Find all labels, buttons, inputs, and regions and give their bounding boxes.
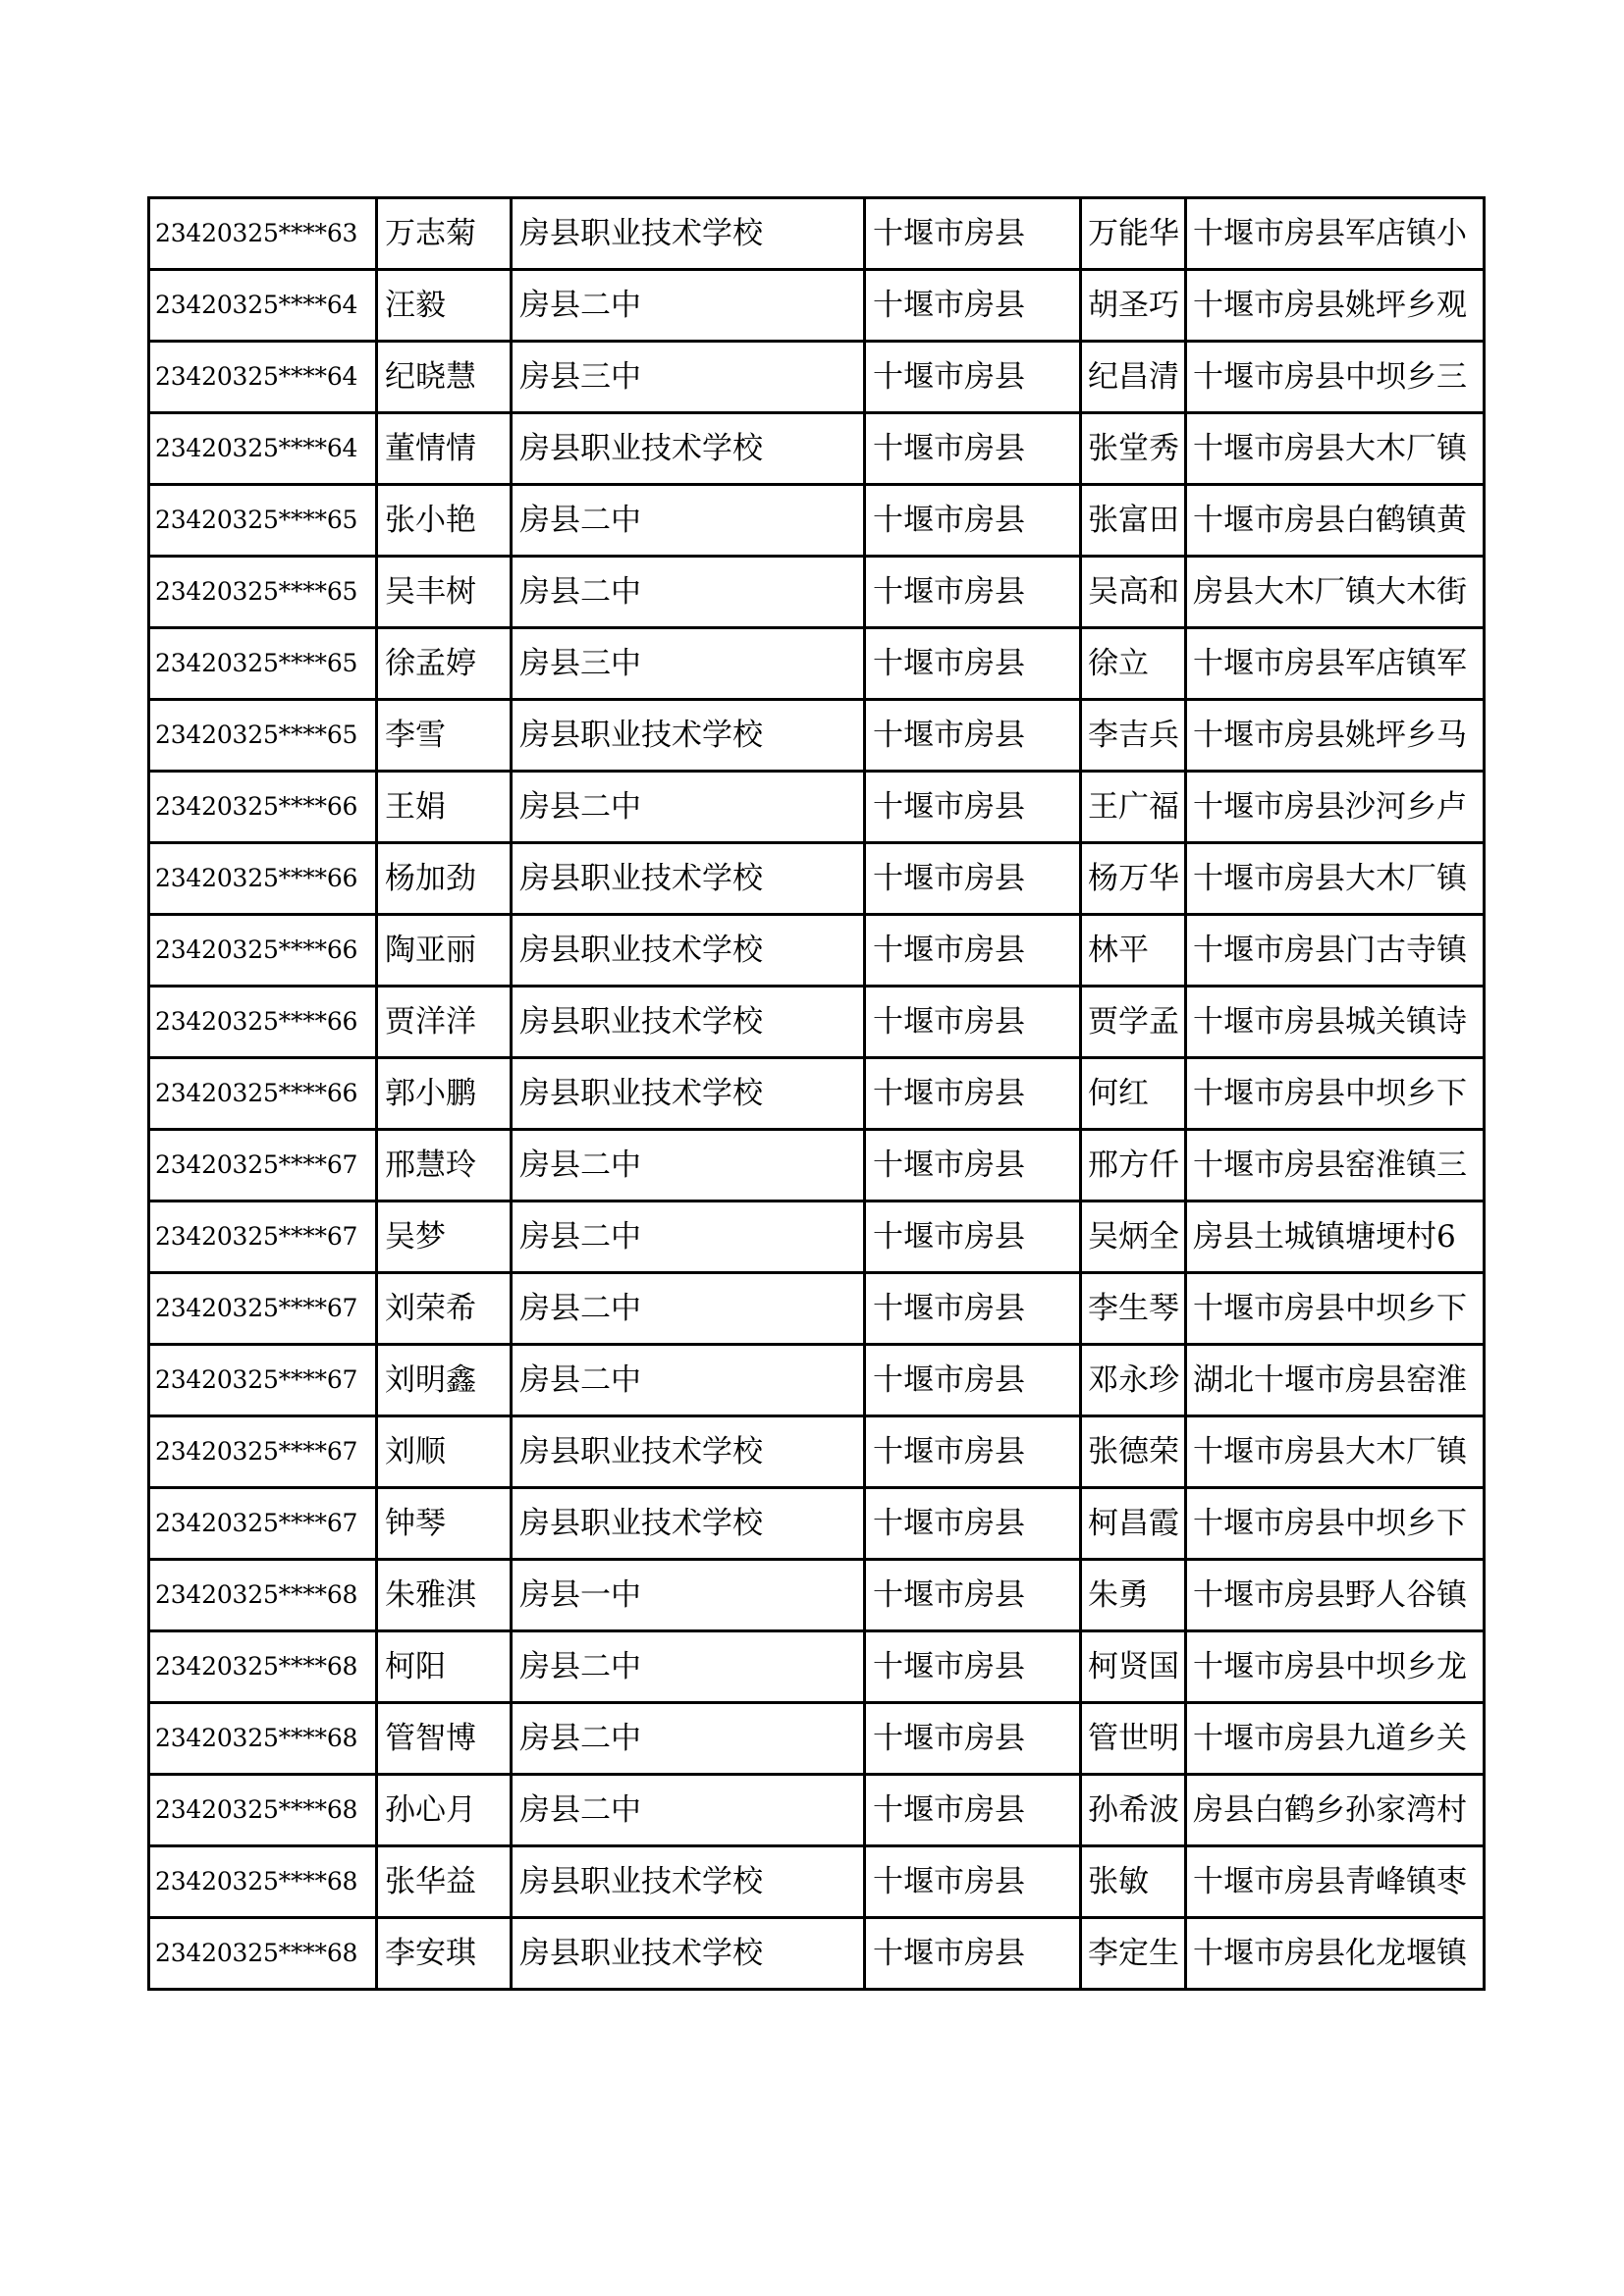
table-row [149, 1058, 1485, 1130]
table-row [149, 843, 1485, 915]
city-county-cell: 十堰市房县 [865, 700, 1081, 772]
guardian-name-cell: 李生琴 [1081, 1273, 1186, 1345]
address-cell: 十堰市房县大木厂镇 [1186, 1416, 1485, 1488]
student-name-cell: 张小艳 [377, 485, 512, 557]
guardian-name-cell: 胡圣巧 [1081, 270, 1186, 342]
table-row [149, 915, 1485, 987]
table-row [149, 342, 1485, 413]
student-name-cell: 刘明鑫 [377, 1345, 512, 1416]
student-name-cell: 万志菊 [377, 198, 512, 270]
table-row [149, 1488, 1485, 1560]
student-name-cell: 吴丰树 [377, 557, 512, 628]
school-cell: 房县职业技术学校 [512, 1918, 865, 1990]
city-county-cell: 十堰市房县 [865, 1416, 1081, 1488]
guardian-name-cell: 吴炳全 [1081, 1201, 1186, 1273]
city-county-cell: 十堰市房县 [865, 628, 1081, 700]
id-number-cell: 23420325****67 [149, 1130, 377, 1201]
address-cell: 房县大木厂镇大木街 [1186, 557, 1485, 628]
table-row [149, 700, 1485, 772]
guardian-name-cell: 林平 [1081, 915, 1186, 987]
school-cell: 房县一中 [512, 1560, 865, 1631]
student-name-cell: 刘顺 [377, 1416, 512, 1488]
student-name-cell: 郭小鹏 [377, 1058, 512, 1130]
city-county-cell: 十堰市房县 [865, 1201, 1081, 1273]
table-row [149, 1703, 1485, 1775]
guardian-name-cell: 吴高和 [1081, 557, 1186, 628]
guardian-name-cell: 张敏 [1081, 1846, 1186, 1918]
address-cell: 十堰市房县沙河乡卢 [1186, 772, 1485, 843]
address-cell: 十堰市房县中坝乡下 [1186, 1058, 1485, 1130]
guardian-name-cell: 李定生 [1081, 1918, 1186, 1990]
address-cell: 十堰市房县军店镇军 [1186, 628, 1485, 700]
city-county-cell: 十堰市房县 [865, 342, 1081, 413]
student-name-cell: 王娟 [377, 772, 512, 843]
guardian-name-cell: 贾学孟 [1081, 987, 1186, 1058]
id-number-cell: 23420325****67 [149, 1416, 377, 1488]
table-row [149, 628, 1485, 700]
guardian-name-cell: 李吉兵 [1081, 700, 1186, 772]
id-number-cell: 23420325****67 [149, 1201, 377, 1273]
id-number-cell: 23420325****68 [149, 1703, 377, 1775]
table-row [149, 1846, 1485, 1918]
school-cell: 房县职业技术学校 [512, 413, 865, 485]
table-row [149, 1201, 1485, 1273]
table-row [149, 557, 1485, 628]
city-county-cell: 十堰市房县 [865, 1560, 1081, 1631]
student-name-cell: 汪毅 [377, 270, 512, 342]
id-number-cell: 23420325****64 [149, 342, 377, 413]
id-number-cell: 23420325****68 [149, 1918, 377, 1990]
school-cell: 房县职业技术学校 [512, 198, 865, 270]
id-number-cell: 23420325****65 [149, 628, 377, 700]
id-number-cell: 23420325****65 [149, 557, 377, 628]
student-name-cell: 李安琪 [377, 1918, 512, 1990]
id-number-cell: 23420325****65 [149, 485, 377, 557]
student-name-cell: 李雪 [377, 700, 512, 772]
id-number-cell: 23420325****63 [149, 198, 377, 270]
school-cell: 房县职业技术学校 [512, 987, 865, 1058]
guardian-name-cell: 管世明 [1081, 1703, 1186, 1775]
school-cell: 房县职业技术学校 [512, 1488, 865, 1560]
id-number-cell: 23420325****66 [149, 915, 377, 987]
student-name-cell: 吴梦 [377, 1201, 512, 1273]
guardian-name-cell: 邢方仟 [1081, 1130, 1186, 1201]
address-cell: 十堰市房县中坝乡三 [1186, 342, 1485, 413]
address-cell: 十堰市房县中坝乡龙 [1186, 1631, 1485, 1703]
address-cell: 十堰市房县中坝乡下 [1186, 1273, 1485, 1345]
id-number-cell: 23420325****68 [149, 1631, 377, 1703]
id-number-cell: 23420325****68 [149, 1560, 377, 1631]
student-name-cell: 纪晓慧 [377, 342, 512, 413]
school-cell: 房县二中 [512, 557, 865, 628]
city-county-cell: 十堰市房县 [865, 987, 1081, 1058]
guardian-name-cell: 张德荣 [1081, 1416, 1186, 1488]
school-cell: 房县二中 [512, 1345, 865, 1416]
school-cell: 房县二中 [512, 270, 865, 342]
student-name-cell: 张华益 [377, 1846, 512, 1918]
student-name-cell: 孙心月 [377, 1775, 512, 1846]
student-name-cell: 管智博 [377, 1703, 512, 1775]
id-number-cell: 23420325****66 [149, 772, 377, 843]
city-county-cell: 十堰市房县 [865, 413, 1081, 485]
guardian-name-cell: 王广福 [1081, 772, 1186, 843]
school-cell: 房县职业技术学校 [512, 915, 865, 987]
student-name-cell: 柯阳 [377, 1631, 512, 1703]
city-county-cell: 十堰市房县 [865, 915, 1081, 987]
id-number-cell: 23420325****66 [149, 987, 377, 1058]
city-county-cell: 十堰市房县 [865, 1703, 1081, 1775]
table-row [149, 413, 1485, 485]
guardian-name-cell: 邓永珍 [1081, 1345, 1186, 1416]
student-name-cell: 杨加劲 [377, 843, 512, 915]
guardian-name-cell: 张堂秀 [1081, 413, 1186, 485]
address-cell: 十堰市房县白鹤镇黄 [1186, 485, 1485, 557]
city-county-cell: 十堰市房县 [865, 557, 1081, 628]
table-row [149, 772, 1485, 843]
table-row [149, 1273, 1485, 1345]
id-number-cell: 23420325****67 [149, 1345, 377, 1416]
student-table-body [149, 198, 1485, 1990]
student-name-cell: 董情情 [377, 413, 512, 485]
city-county-cell: 十堰市房县 [865, 1631, 1081, 1703]
address-cell: 十堰市房县野人谷镇 [1186, 1560, 1485, 1631]
address-cell: 房县土城镇塘埂村6 [1186, 1201, 1485, 1273]
city-county-cell: 十堰市房县 [865, 198, 1081, 270]
id-number-cell: 23420325****67 [149, 1273, 377, 1345]
address-cell: 十堰市房县姚坪乡马 [1186, 700, 1485, 772]
guardian-name-cell: 柯贤国 [1081, 1631, 1186, 1703]
table-row [149, 1775, 1485, 1846]
student-table [147, 196, 1486, 1991]
city-county-cell: 十堰市房县 [865, 1130, 1081, 1201]
address-cell: 十堰市房县化龙堰镇 [1186, 1918, 1485, 1990]
city-county-cell: 十堰市房县 [865, 1058, 1081, 1130]
table-row [149, 1918, 1485, 1990]
address-cell: 十堰市房县窑淮镇三 [1186, 1130, 1485, 1201]
student-name-cell: 朱雅淇 [377, 1560, 512, 1631]
city-county-cell: 十堰市房县 [865, 270, 1081, 342]
school-cell: 房县二中 [512, 485, 865, 557]
city-county-cell: 十堰市房县 [865, 1488, 1081, 1560]
id-number-cell: 23420325****64 [149, 270, 377, 342]
id-number-cell: 23420325****66 [149, 1058, 377, 1130]
table-row [149, 1345, 1485, 1416]
school-cell: 房县职业技术学校 [512, 1416, 865, 1488]
school-cell: 房县三中 [512, 342, 865, 413]
city-county-cell: 十堰市房县 [865, 485, 1081, 557]
id-number-cell: 23420325****67 [149, 1488, 377, 1560]
id-number-cell: 23420325****66 [149, 843, 377, 915]
guardian-name-cell: 何红 [1081, 1058, 1186, 1130]
school-cell: 房县二中 [512, 1703, 865, 1775]
city-county-cell: 十堰市房县 [865, 1273, 1081, 1345]
table-row [149, 1130, 1485, 1201]
guardian-name-cell: 朱勇 [1081, 1560, 1186, 1631]
table-row [149, 270, 1485, 342]
school-cell: 房县职业技术学校 [512, 843, 865, 915]
id-number-cell: 23420325****68 [149, 1775, 377, 1846]
guardian-name-cell: 柯昌霞 [1081, 1488, 1186, 1560]
school-cell: 房县二中 [512, 1631, 865, 1703]
city-county-cell: 十堰市房县 [865, 772, 1081, 843]
address-cell: 湖北十堰市房县窑淮 [1186, 1345, 1485, 1416]
address-cell: 房县白鹤乡孙家湾村 [1186, 1775, 1485, 1846]
address-cell: 十堰市房县九道乡关 [1186, 1703, 1485, 1775]
table-row [149, 198, 1485, 270]
student-name-cell: 钟琴 [377, 1488, 512, 1560]
address-cell: 十堰市房县青峰镇枣 [1186, 1846, 1485, 1918]
table-row [149, 1416, 1485, 1488]
student-name-cell: 刘荣希 [377, 1273, 512, 1345]
city-county-cell: 十堰市房县 [865, 1918, 1081, 1990]
address-cell: 十堰市房县大木厂镇 [1186, 413, 1485, 485]
address-cell: 十堰市房县军店镇小 [1186, 198, 1485, 270]
student-name-cell: 邢慧玲 [377, 1130, 512, 1201]
school-cell: 房县职业技术学校 [512, 1058, 865, 1130]
student-name-cell: 陶亚丽 [377, 915, 512, 987]
student-name-cell: 徐孟婷 [377, 628, 512, 700]
guardian-name-cell: 孙希波 [1081, 1775, 1186, 1846]
student-name-cell: 贾洋洋 [377, 987, 512, 1058]
school-cell: 房县三中 [512, 628, 865, 700]
school-cell: 房县二中 [512, 772, 865, 843]
guardian-name-cell: 纪昌清 [1081, 342, 1186, 413]
school-cell: 房县职业技术学校 [512, 700, 865, 772]
id-number-cell: 23420325****64 [149, 413, 377, 485]
guardian-name-cell: 万能华 [1081, 198, 1186, 270]
city-county-cell: 十堰市房县 [865, 1846, 1081, 1918]
address-cell: 十堰市房县大木厂镇 [1186, 843, 1485, 915]
id-number-cell: 23420325****65 [149, 700, 377, 772]
table-row [149, 1560, 1485, 1631]
school-cell: 房县二中 [512, 1775, 865, 1846]
city-county-cell: 十堰市房县 [865, 1775, 1081, 1846]
table-row [149, 987, 1485, 1058]
address-cell: 十堰市房县门古寺镇 [1186, 915, 1485, 987]
address-cell: 十堰市房县中坝乡下 [1186, 1488, 1485, 1560]
address-cell: 十堰市房县城关镇诗 [1186, 987, 1485, 1058]
table-row [149, 485, 1485, 557]
table-row [149, 1631, 1485, 1703]
school-cell: 房县二中 [512, 1130, 865, 1201]
id-number-cell: 23420325****68 [149, 1846, 377, 1918]
guardian-name-cell: 徐立 [1081, 628, 1186, 700]
address-cell: 十堰市房县姚坪乡观 [1186, 270, 1485, 342]
guardian-name-cell: 张富田 [1081, 485, 1186, 557]
school-cell: 房县二中 [512, 1273, 865, 1345]
city-county-cell: 十堰市房县 [865, 843, 1081, 915]
guardian-name-cell: 杨万华 [1081, 843, 1186, 915]
school-cell: 房县二中 [512, 1201, 865, 1273]
city-county-cell: 十堰市房县 [865, 1345, 1081, 1416]
school-cell: 房县职业技术学校 [512, 1846, 865, 1918]
